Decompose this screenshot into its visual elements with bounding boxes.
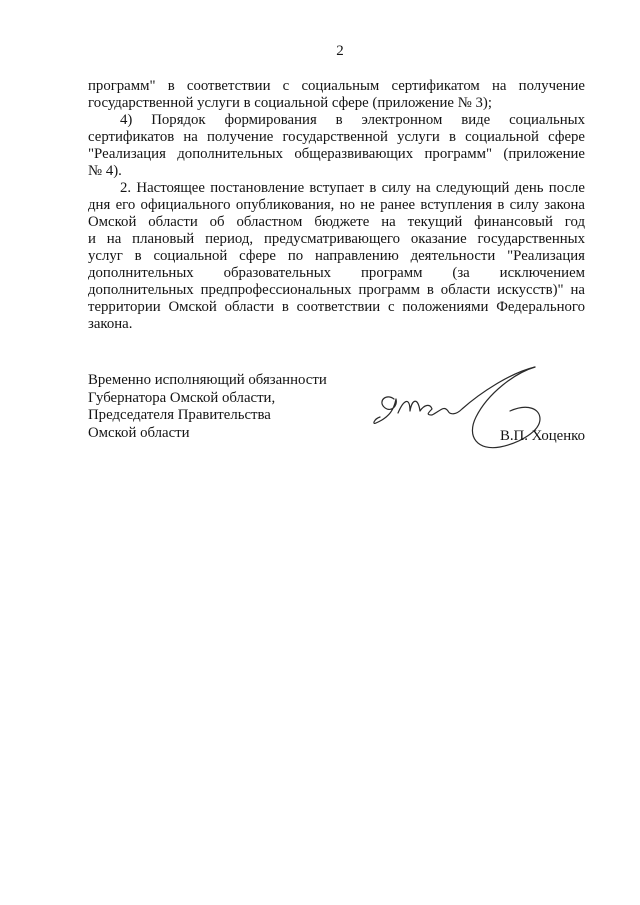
body-line: 2. Настоящее постановление вступает в силу на следующий день после — [120, 180, 585, 196]
signature-stroke — [398, 367, 535, 415]
body-line: "Реализация дополнительных общеразвивающих программ" (приложение — [88, 146, 585, 162]
paragraph-item-2 — [88, 180, 585, 333]
body-line: дополнительных предпрофессиональных программ в области искусств)" на — [88, 282, 585, 298]
body-line: закона. — [88, 316, 133, 332]
body-line: сертификатов на получение государственной услуги в социальной сфере — [88, 129, 585, 145]
document-body — [88, 78, 585, 333]
body-line: услуг в социальной сфере по направлению деятельности "Реализация — [88, 248, 585, 264]
body-line: территории Омской области в соответствии с положениями Федерального — [88, 299, 585, 315]
body-line: дополнительных образовательных программ (за исключением — [88, 265, 585, 281]
signatory-position-line: Председателя Правительства — [88, 407, 271, 423]
signatory-name: В.П. Хоценко — [499, 428, 585, 444]
signatory-position — [88, 372, 327, 442]
signatory-position-line: Губернатора Омской области, — [88, 389, 276, 406]
body-line: программ" в соответствии с социальным сертификатом на получение — [88, 78, 585, 94]
body-line: и на плановый период, предусматривающего оказание государственных — [88, 231, 585, 247]
signatory-position-line: Омской области — [88, 424, 190, 441]
body-line: дня его официального опубликования, но не ранее вступления в силу закона — [88, 197, 585, 213]
body-line: Омской области об областном бюджете на текущий финансовый год — [88, 214, 585, 230]
paragraph-continuation — [88, 78, 585, 112]
page-number: 2 — [336, 43, 344, 59]
signatory-position-line: Временно исполняющий обязанности — [88, 372, 327, 388]
body-line: государственной услуги в социальной сфере (приложение № 3); — [88, 95, 492, 111]
paragraph-item-4 — [88, 112, 585, 180]
body-line: № 4). — [88, 163, 122, 179]
signature-stroke — [374, 397, 396, 424]
body-line: 4) Порядок формирования в электронном виде социальных — [120, 112, 585, 128]
handwritten-signature — [360, 355, 560, 465]
